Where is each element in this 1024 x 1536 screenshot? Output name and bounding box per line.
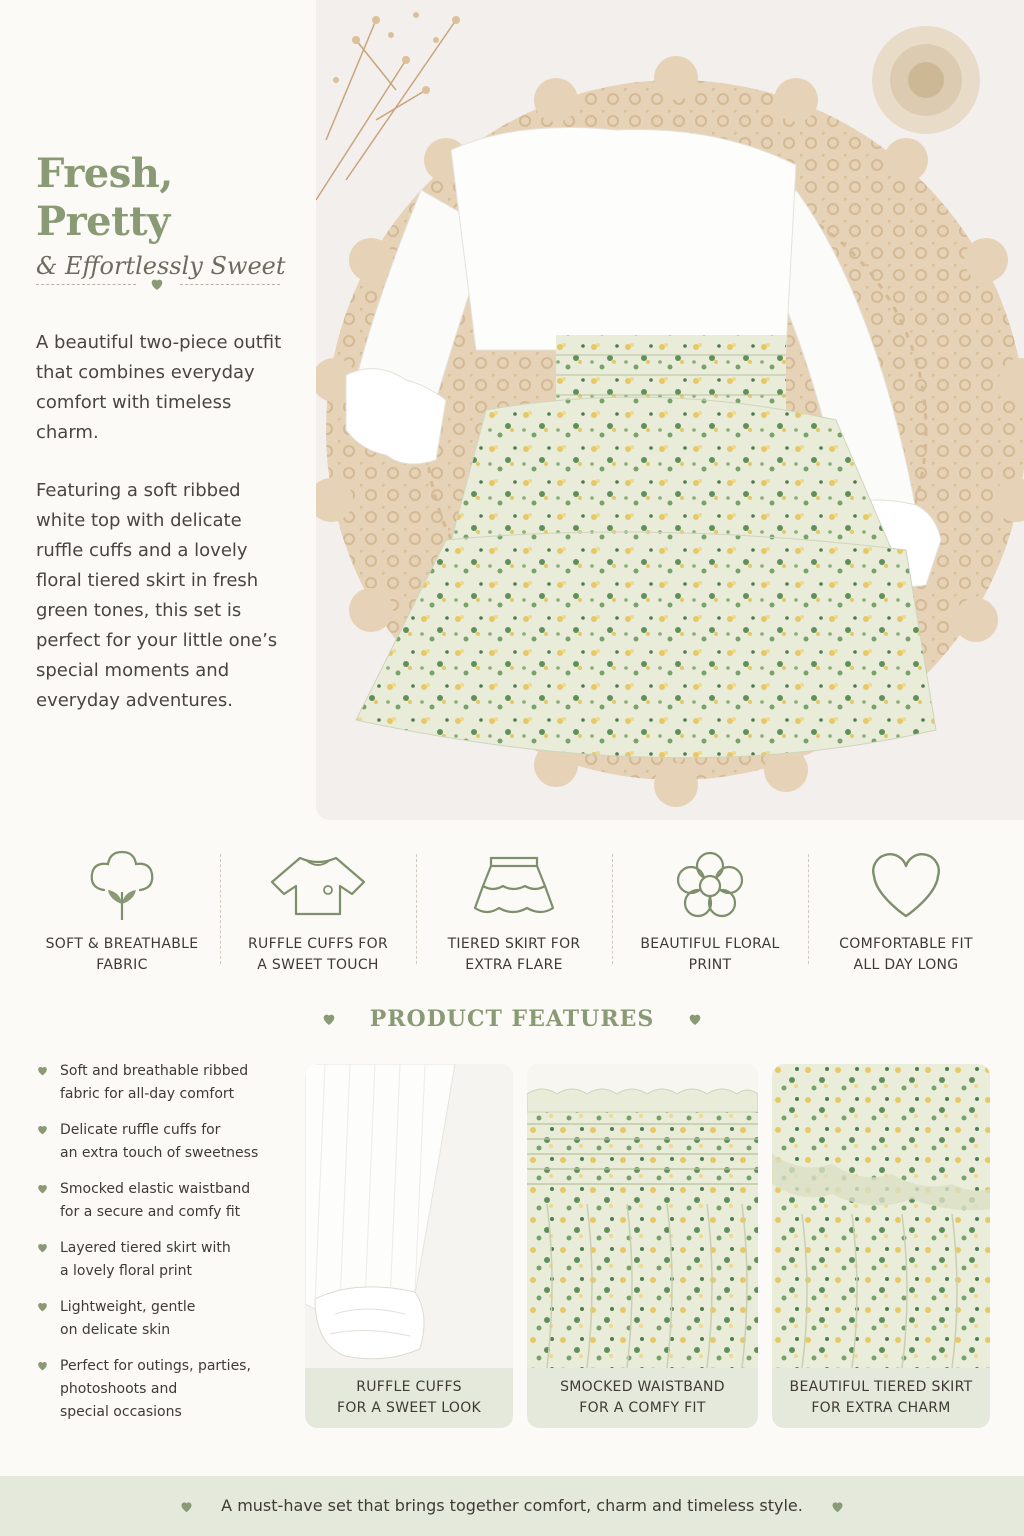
skirt-closeup-image [772, 1064, 990, 1368]
page-title: Fresh, Pretty [36, 150, 173, 245]
heart-bullet-icon [36, 1241, 49, 1254]
heart-icon [149, 276, 165, 292]
list-item [36, 1119, 296, 1165]
banner-text: A must-have set that brings together comfort, charm and timeless style. [221, 1496, 803, 1515]
bottom-banner [0, 1476, 1024, 1536]
heart-bullet-icon [36, 1300, 49, 1313]
heart-bullet-icon [36, 1182, 49, 1195]
list-item [36, 1355, 296, 1424]
heart-icon [321, 1011, 337, 1027]
caption-line: RUFFLE CUFFS [356, 1379, 462, 1395]
decorative-divider [36, 276, 280, 292]
caption-line: FOR A SWEET LOOK [336, 1400, 482, 1416]
description-paragraph: Featuring a soft ribbed white top with delicate ruffle cuffs and a lovely floral tiered skirt in fresh green tones, this set is perfect for your little one’s special moments and everyday adventures. [36, 480, 278, 711]
heart-bullet-icon [36, 1359, 49, 1372]
tiered-skirt-icon [469, 848, 559, 924]
benefit-label: PRINT [688, 957, 732, 973]
hero-text [36, 150, 286, 282]
card-caption [772, 1368, 990, 1428]
benefit-label: RUFFLE CUFFS FOR [248, 936, 388, 952]
caption-line: FOR A COMFY FIT [579, 1400, 706, 1416]
detail-card-cuffs [305, 1064, 513, 1428]
benefit-item [220, 840, 416, 980]
benefit-item [416, 840, 612, 980]
feature-text: Soft and breathable ribbed [60, 1063, 249, 1079]
benefit-icons [24, 840, 1004, 980]
feature-text: special occasions [60, 1404, 182, 1420]
cuff-closeup-image [305, 1064, 513, 1368]
benefit-label: EXTRA FLARE [465, 957, 563, 973]
benefit-label: FABRIC [96, 957, 148, 973]
intro-paragraph: A beautiful two-piece outfit that combines everyday comfort with timeless charm. [36, 332, 282, 443]
detail-card-waistband [527, 1064, 758, 1428]
heart-bullet-icon [36, 1064, 49, 1077]
card-caption [305, 1368, 513, 1428]
product-photo [316, 0, 1024, 820]
feature-text: an extra touch of sweetness [60, 1145, 259, 1161]
benefit-label: COMFORTABLE FIT [839, 936, 973, 952]
benefit-label: BEAUTIFUL FLORAL [640, 936, 780, 952]
caption-line: FOR EXTRA CHARM [811, 1400, 951, 1416]
list-item [36, 1060, 296, 1106]
benefit-item [24, 840, 220, 980]
benefit-label: ALL DAY LONG [853, 957, 959, 973]
feature-text: Delicate ruffle cuffs for [60, 1122, 221, 1138]
section-heading: PRODUCT FEATURES [369, 1006, 655, 1032]
feature-text: photoshoots and [60, 1381, 178, 1397]
heart-icon [830, 1499, 845, 1514]
heart-icon [179, 1499, 194, 1514]
caption-line: SMOCKED WAISTBAND [560, 1379, 725, 1395]
divider-line [180, 284, 280, 285]
divider-line [36, 284, 136, 285]
feature-text: for a secure and comfy fit [60, 1204, 241, 1220]
outfit-illustration [316, 0, 1024, 820]
product-features-header [0, 1006, 1024, 1032]
top-shirt-icon [268, 848, 368, 924]
feature-text: Layered tiered skirt with [60, 1240, 231, 1256]
benefit-item [612, 840, 808, 980]
benefit-label: SOFT & BREATHABLE [45, 936, 199, 952]
caption-line: BEAUTIFUL TIERED SKIRT [789, 1379, 973, 1395]
flower-icon [670, 848, 750, 924]
benefit-label: TIERED SKIRT FOR [447, 936, 581, 952]
list-item [36, 1178, 296, 1224]
waistband-closeup-image [527, 1064, 758, 1368]
list-item [36, 1237, 296, 1283]
heart-icon [687, 1011, 703, 1027]
card-caption [527, 1368, 758, 1428]
detail-card-skirt [772, 1064, 990, 1428]
benefit-label: A SWEET TOUCH [257, 957, 379, 973]
feature-text: a lovely floral print [60, 1263, 192, 1279]
benefit-item [808, 840, 1004, 980]
feature-text: Lightweight, gentle [60, 1299, 196, 1315]
heart-outline-icon [866, 848, 946, 924]
feature-text: Perfect for outings, parties, [60, 1358, 251, 1374]
feature-list [36, 1060, 296, 1437]
list-item [36, 1296, 296, 1342]
heart-bullet-icon [36, 1123, 49, 1136]
feature-text: on delicate skin [60, 1322, 171, 1338]
cotton-icon [82, 848, 162, 924]
page-subtitle: & Effortlessly Sweet [36, 252, 286, 280]
feature-text: Smocked elastic waistband [60, 1181, 251, 1197]
feature-text: fabric for all-day comfort [60, 1086, 235, 1102]
